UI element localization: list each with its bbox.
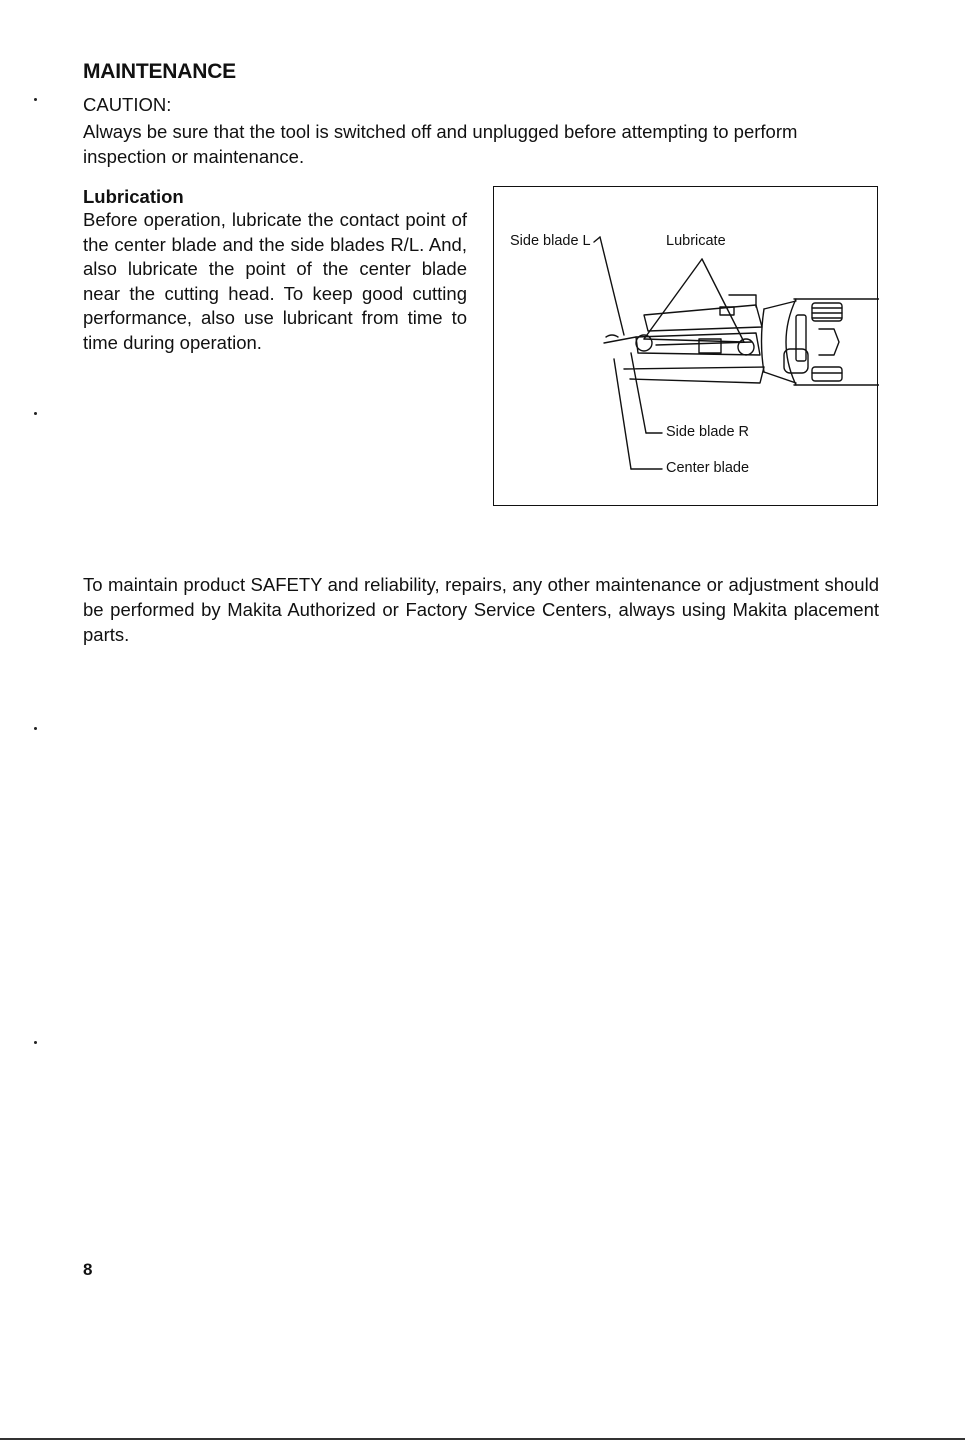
margin-dot xyxy=(34,412,37,415)
section-title: MAINTENANCE xyxy=(83,60,236,83)
page-number: 8 xyxy=(83,1260,93,1279)
lubrication-figure xyxy=(493,186,878,506)
bottom-rule xyxy=(0,1438,965,1440)
lubrication-title: Lubrication xyxy=(83,186,184,207)
service-text: To maintain product SAFETY and reliability, repairs, any other maintenance or adjustment should be performed by Makita Authorized or Factory Service Centers, always using Makita placement parts. xyxy=(83,574,879,645)
side-blade-l-label: Side blade L xyxy=(510,233,591,249)
center-blade-label: Center blade xyxy=(666,460,750,476)
caution-label: CAUTION: xyxy=(83,94,172,115)
margin-dot xyxy=(34,98,37,101)
side-blade-r-label: Side blade R xyxy=(666,424,750,440)
margin-dot xyxy=(34,727,37,730)
lubricate-label: Lubricate xyxy=(666,233,726,249)
margin-dot xyxy=(34,1041,37,1044)
caution-text: Always be sure that the tool is switched off and unplugged before attempting to perform inspection or maintenance. xyxy=(83,121,798,167)
lubrication-text: Before operation, lubricate the contact point of the center blade and the side blades R/L. And, also lubricate the point of the center blade near the cutting head. To keep good cutting performance, also use lubricant from time to time during operation. xyxy=(83,209,467,353)
